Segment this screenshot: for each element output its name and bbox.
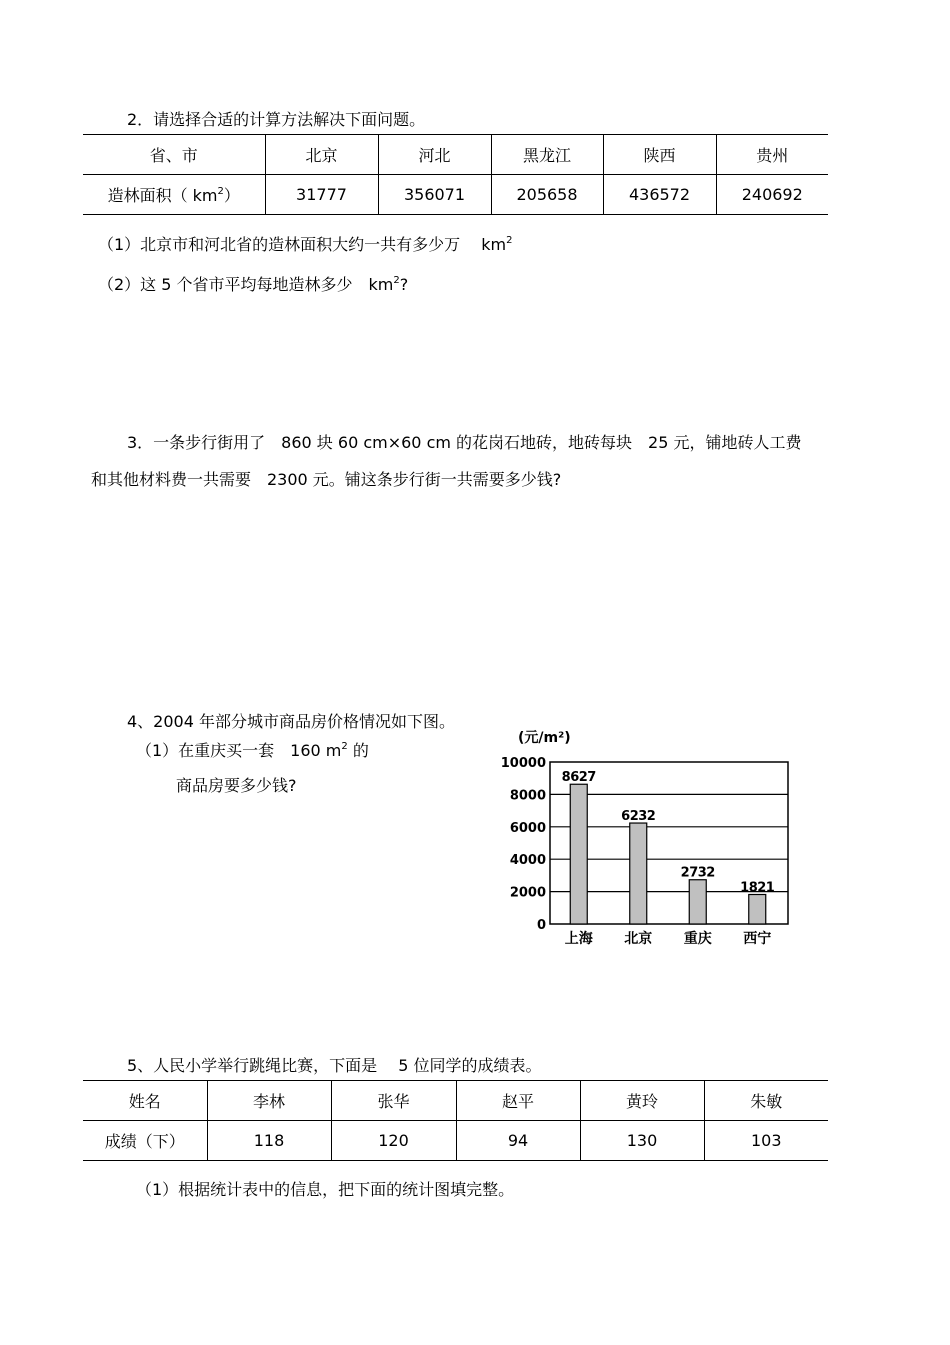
value-cell: 31777 <box>265 175 378 215</box>
score-cell: 94 <box>456 1121 580 1161</box>
housing-price-chart <box>500 720 800 960</box>
chart-x-axis <box>565 930 772 947</box>
y-tick-label: 4000 <box>509 853 546 869</box>
bar <box>570 784 587 924</box>
score-cell: 130 <box>580 1121 704 1161</box>
q5-title: 5、人民小学举行跳绳比赛，下面是 5 位同学的成绩表。 <box>127 1056 542 1075</box>
value-cell: 436572 <box>603 175 716 215</box>
row-label: 造林面积（ $km^2$） <box>83 175 265 215</box>
value-cell: 205658 <box>491 175 603 215</box>
q4-title: 4、2004 年部分城市商品房价格情况如下图。 <box>127 712 455 731</box>
province-cell: 贵州 <box>716 135 828 175</box>
y-tick-label: 2000 <box>509 885 546 901</box>
table-header-row <box>83 1081 828 1121</box>
y-tick-label: 10000 <box>500 756 546 771</box>
chart-bars <box>562 770 775 924</box>
bar <box>630 823 647 924</box>
x-tick-label: 西宁 <box>743 931 772 947</box>
y-tick-label: 6000 <box>509 820 546 836</box>
y-tick-label: 8000 <box>509 788 546 804</box>
chart-y-axis <box>501 756 546 933</box>
q2-forestation-table <box>83 134 828 215</box>
q2-title: 2．请选择合适的计算方法解决下面问题。 <box>127 110 426 129</box>
bar-data-label: 2732 <box>680 865 715 881</box>
x-tick-label: 北京 <box>624 931 653 947</box>
bar <box>689 880 706 924</box>
q2-sub1: （1）北京市和河北省的造林面积大约一共有多少万 $km^2$ <box>98 235 513 254</box>
row-label: 成绩（下） <box>83 1121 207 1161</box>
bar <box>749 894 766 924</box>
chart-unit-label: (元/m²) <box>518 730 571 746</box>
bar-data-label: 6232 <box>621 809 656 825</box>
q4-sub1-line2: 商品房要多少钱? <box>176 776 297 795</box>
score-cell: 120 <box>331 1121 456 1161</box>
table-header-row <box>83 135 828 175</box>
province-cell: 北京 <box>265 135 378 175</box>
header-label: 姓名 <box>83 1081 207 1121</box>
province-cell: 黑龙江 <box>491 135 603 175</box>
q5-score-table <box>83 1080 828 1161</box>
province-cell: 陕西 <box>603 135 716 175</box>
value-cell: 240692 <box>716 175 828 215</box>
x-tick-label: 重庆 <box>683 931 712 947</box>
name-cell: 李林 <box>207 1081 331 1121</box>
bar-data-label: 8627 <box>561 770 596 786</box>
table-row <box>83 1121 828 1161</box>
score-cell: 103 <box>704 1121 828 1161</box>
q2-sub2: （2）这 5 个省市平均每地造林多少 $km^2$? <box>98 275 409 294</box>
q5-sub1: （1）根据统计表中的信息，把下面的统计图填完整。 <box>136 1180 515 1199</box>
name-cell: 赵平 <box>456 1081 580 1121</box>
name-cell: 张华 <box>331 1081 456 1121</box>
q4-sub1: （1）在重庆买一套 160 $m^2$ 的 <box>136 741 369 760</box>
y-tick-label: 0 <box>536 918 546 933</box>
name-cell: 朱敏 <box>704 1081 828 1121</box>
score-cell: 118 <box>207 1121 331 1161</box>
table-row <box>83 175 828 215</box>
province-cell: 河北 <box>378 135 491 175</box>
q3-line1: 3．一条步行街用了 860 块 60 cm×60 cm 的花岗石地砖，地砖每块 25 元，铺地砖人工费 <box>127 433 802 452</box>
q3-line2: 和其他材料费一共需要 2300 元。铺这条步行街一共需要多少钱? <box>91 470 562 489</box>
bar-data-label: 1821 <box>740 880 775 896</box>
name-cell: 黄玲 <box>580 1081 704 1121</box>
value-cell: 356071 <box>378 175 491 215</box>
header-label: 省、市 <box>83 135 265 175</box>
x-tick-label: 上海 <box>564 931 593 947</box>
